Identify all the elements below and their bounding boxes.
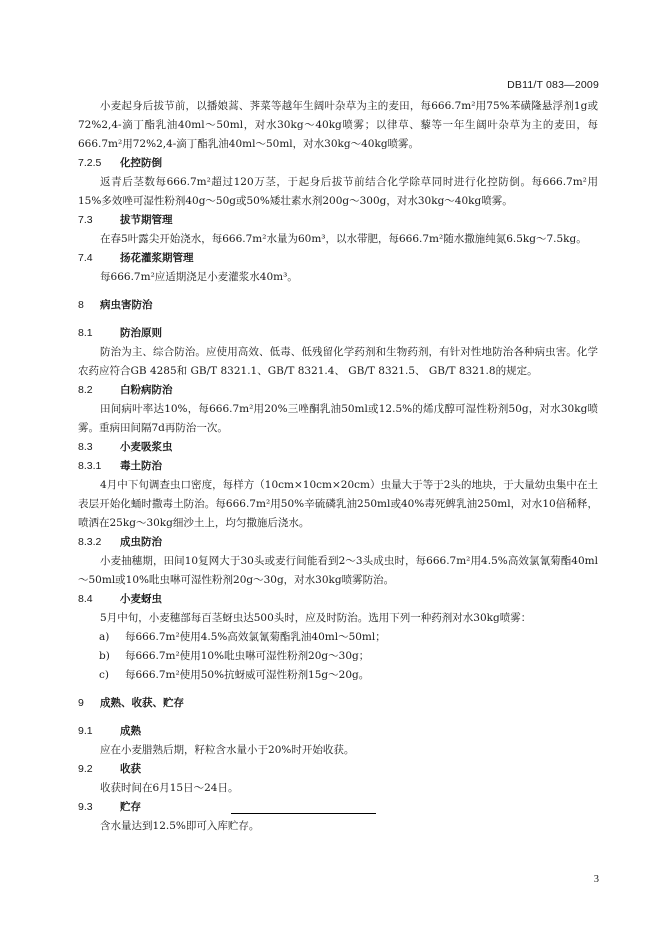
section-title: 成熟 bbox=[120, 725, 141, 737]
section-number: 8.3.2 bbox=[78, 536, 102, 548]
section-7-2-5-heading bbox=[78, 154, 598, 173]
section-title: 化控防倒 bbox=[120, 157, 162, 169]
paragraph-9-2: 收获时间在6月15日～24日。 bbox=[100, 782, 239, 794]
section-8-heading bbox=[78, 296, 598, 315]
list-marker: a) bbox=[99, 631, 110, 643]
section-number: 9 bbox=[78, 697, 84, 709]
section-number: 7.4 bbox=[78, 252, 93, 264]
section-number: 9.2 bbox=[78, 763, 93, 775]
section-8-2-heading bbox=[78, 381, 598, 400]
section-8-3-heading bbox=[78, 438, 598, 457]
section-number: 9.1 bbox=[78, 725, 93, 737]
list-item bbox=[78, 628, 598, 647]
section-number: 8.2 bbox=[78, 384, 93, 396]
section-title: 病虫害防治 bbox=[100, 299, 153, 311]
paragraph-8-4: 5月中旬，小麦穗部每百茎蚜虫达500头时，应及时防治。选用下列一种药剂对水30kg喷雾： bbox=[100, 612, 532, 624]
list-item bbox=[78, 666, 598, 685]
paragraph-8-3-1: 4月中下旬调查虫口密度，每样方（10cm×10cm×20cm）虫量大于等于2头的地块，于大量幼虫集中在土表层开始化蛹时撒毒土防治。每666.7m²用50%辛硫磷乳油250ml或40%毒死蜱乳油250ml，对水10倍稀释，喷洒在25kg～30kg细沙土上，均匀撒施后浇水。 bbox=[78, 479, 598, 529]
section-7-3-heading bbox=[78, 211, 598, 230]
paragraph-8-1: 防治为主、综合防治。应使用高效、低毒、低残留化学药剂和生物药剂，有针对性地防治各种病虫害。化学农药应符合GB 4285和 GB/T 8321.1、GB/T 8321.4、 GB/T 8321.5、 GB/T 8321.8的规定。 bbox=[78, 346, 598, 377]
section-number: 8 bbox=[78, 299, 84, 311]
section-9-heading bbox=[78, 694, 598, 713]
section-8-3-2-heading bbox=[78, 533, 598, 552]
section-9-2-heading bbox=[78, 760, 598, 779]
list-marker: c) bbox=[99, 669, 109, 681]
paragraph-7-4: 每666.7m²应适期浇足小麦灌浆水40m³。 bbox=[100, 271, 298, 283]
list-item bbox=[78, 647, 598, 666]
section-title: 拔节期管理 bbox=[120, 214, 173, 226]
section-8-4-heading bbox=[78, 590, 598, 609]
section-title: 扬花灌浆期管理 bbox=[120, 252, 194, 264]
paragraph-7-3: 在春5叶露尖开始浇水，每666.7m²水量为60m³，以水带肥，每666.7m²随水撒施纯氮6.5kg～7.5kg。 bbox=[100, 233, 587, 245]
section-8-3-1-heading bbox=[78, 457, 598, 476]
section-title: 贮存 bbox=[120, 801, 141, 813]
section-title: 防治原则 bbox=[120, 327, 162, 339]
section-number: 8.1 bbox=[78, 327, 93, 339]
section-9-1-heading bbox=[78, 722, 598, 741]
section-title: 收获 bbox=[120, 763, 141, 775]
document-code: DB11/T 083—2009 bbox=[507, 79, 599, 91]
list-text: 每666.7m²使用10%吡虫啉可湿性粉剂20g～30g； bbox=[125, 650, 370, 662]
end-rule bbox=[231, 813, 376, 814]
list-text: 每666.7m²使用4.5%高效氯氰菊酯乳油40ml～50ml； bbox=[125, 631, 386, 643]
section-title: 成虫防治 bbox=[120, 536, 162, 548]
list-marker: b) bbox=[99, 650, 110, 662]
section-number: 8.3 bbox=[78, 441, 93, 453]
paragraph-8-2: 田间病叶率达10%，每666.7m²用20%三唑酮乳油50ml或12.5%的烯戊醇可湿性粉剂50g，对水30kg喷雾。重病田间隔7d再防治一次。 bbox=[78, 403, 598, 434]
paragraph-7-2-5: 返青后茎数每666.7m²超过120万茎，于起身后拔节前结合化学除草同时进行化控防倒。每666.7m²用15%多效唑可湿性粉剂40g～50g或50%矮壮素水剂200g～300g，对水30kg～40kg喷雾。 bbox=[78, 176, 598, 207]
paragraph-9-3: 含水量达到12.5%即可入库贮存。 bbox=[100, 820, 260, 832]
section-title: 毒土防治 bbox=[120, 460, 162, 472]
section-title: 小麦吸浆虫 bbox=[120, 441, 173, 453]
list-text: 每666.7m²使用50%抗蚜威可湿性粉剂15g～20g。 bbox=[125, 669, 370, 681]
page-number: 3 bbox=[593, 874, 599, 885]
section-number: 7.3 bbox=[78, 214, 93, 226]
section-number: 8.3.1 bbox=[78, 460, 102, 472]
section-title: 成熟、收获、贮存 bbox=[100, 697, 184, 709]
paragraph-weed-control: 小麦起身后拔节前，以播娘蒿、荠菜等越年生阔叶杂草为主的麦田，每666.7m²用75%苯磺隆悬浮剂1g或72%2,4-滴丁酯乳油40ml～50ml，对水30kg～40kg喷雾；以律草、藜等一年生阔叶杂草为主的麦田，每666.7m²用72%2,4-滴丁酯乳油40ml～50ml，对水30kg～40kg喷雾。 bbox=[78, 100, 598, 150]
document-body bbox=[78, 97, 598, 836]
section-7-4-heading bbox=[78, 249, 598, 268]
section-number: 7.2.5 bbox=[78, 157, 102, 169]
section-number: 8.4 bbox=[78, 593, 93, 605]
section-number: 9.3 bbox=[78, 801, 93, 813]
paragraph-9-1: 应在小麦腊熟后期，籽粒含水量小于20%时开始收获。 bbox=[100, 744, 355, 756]
section-9-3-heading bbox=[78, 798, 598, 817]
section-title: 白粉病防治 bbox=[120, 384, 173, 396]
section-8-1-heading bbox=[78, 324, 598, 343]
paragraph-8-3-2: 小麦抽穗期，田间10复网大于30头或麦行间能看到2～3头成虫时，每666.7m²用4.5%高效氯氰菊酯40ml～50ml或10%吡虫啉可湿性粉剂20g～30g，对水30kg喷雾防治。 bbox=[78, 555, 598, 586]
section-title: 小麦蚜虫 bbox=[120, 593, 162, 605]
